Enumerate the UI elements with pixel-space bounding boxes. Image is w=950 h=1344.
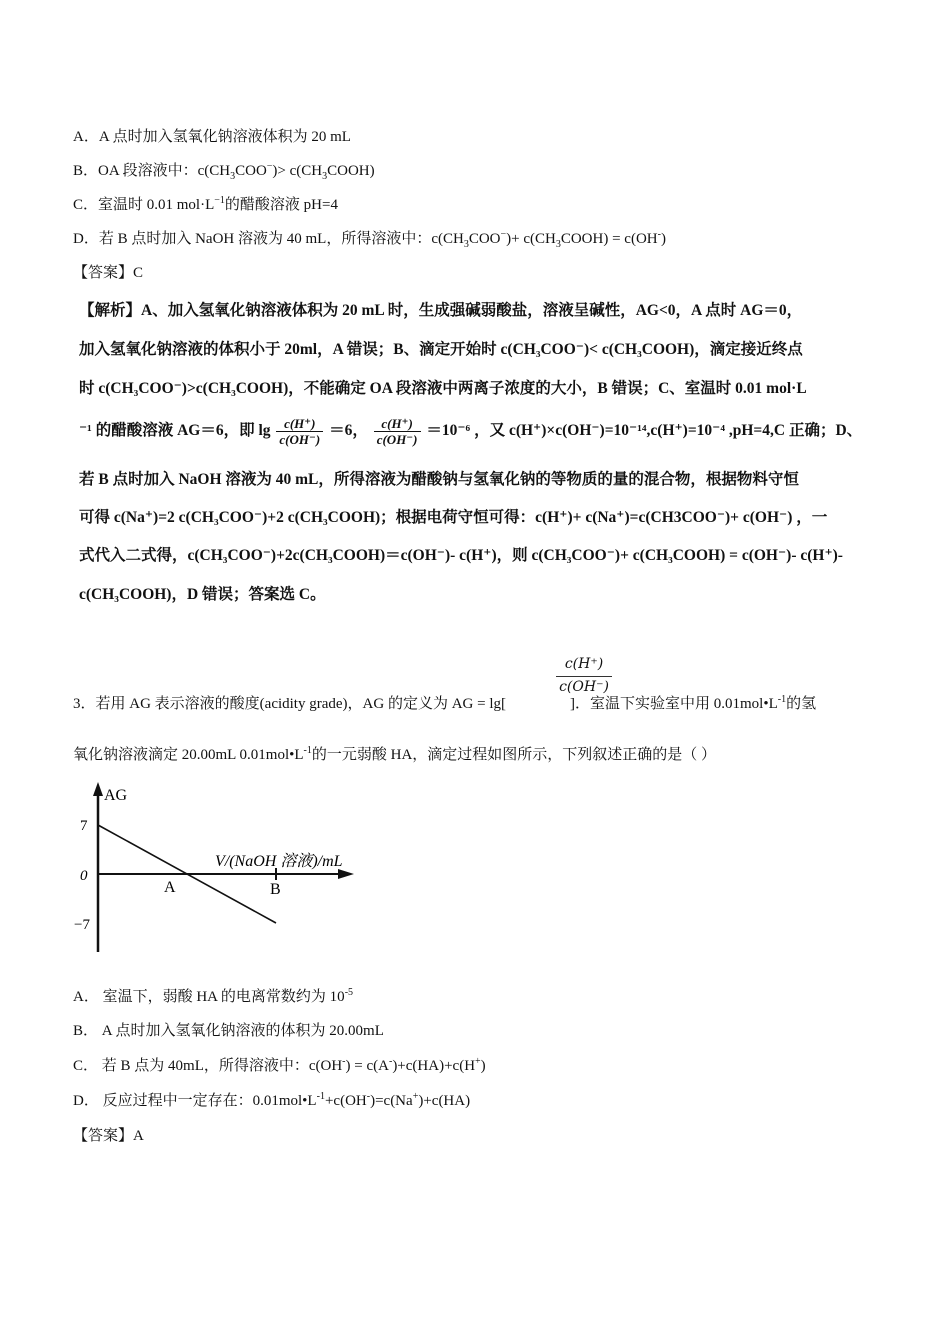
answer-prev: 【答案】C: [73, 265, 144, 281]
x-axis-label: V/(NaOH 溶液)/mL: [215, 853, 343, 870]
explanation-line-4: ⁻¹ 的醋酸溶液 AG＝6，即 lg $\frac{c(H^+)}{c(OH^-)}$ ＝6， $\frac{c(H^+)}{c(OH^-)}$ ＝10⁻⁶ ，又 c(H⁺)×c(OH⁻)=10⁻¹⁴,c(H⁺)=10⁻⁴ ,pH=4,C 正确；D、: [79, 416, 863, 447]
y-axis-arrow-icon: [93, 782, 103, 796]
y-tick-neg7: −7: [74, 917, 90, 933]
point-a-label: A: [164, 879, 176, 896]
explanation-line-2: 加入氢氧化钠溶液的体积小于 20ml，A 错误；B、滴定开始时 c(CH₃COO⁻)< c(CH₃COOH)，滴定接近终点: [79, 341, 803, 358]
option-c: C．室温时 0.01 $mol\cdot L^{-1}$的醋酸溶液 pH=4: [73, 195, 338, 213]
ag-titration-chart: [70, 776, 390, 956]
fraction-h-oh-2: $\frac{c(H^+)}{c(OH^-)}$: [374, 416, 421, 447]
option-d: D．若 B 点时加入 NaOH 溶液为 40 mL，所得溶液中：$c(CH_3COO^-)+$ $c(CH_3COOH) = c(OH^-)$: [73, 229, 666, 250]
question3-line-1: 3．若用 AG 表示溶液的酸度(acidity grade)，AG 的定义为 AG = lg[ ]．室温下实验室中用 $0.01mol•L^{-1}$的氢: [73, 694, 817, 712]
explanation-line-5: 若 B 点时加入 NaOH 溶液为 40 mL，所得溶液为醋酸钠与氢氧化钠的等物质的量的混合物，根据物料守恒: [79, 471, 799, 488]
explanation-line-3: 时 c(CH₃COO⁻)>c(CH₃COOH)，不能确定 OA 段溶液中两离子浓度的大小，B 错误；C、室温时 0.01 mol·L: [79, 380, 807, 397]
explanation-line-7: 式代入二式得，c(CH₃COO⁻)+2c(CH₃COOH)＝c(OH⁻)- c(H⁺)，则 c(CH₃COO⁻)+ c(CH₃COOH) = c(OH⁻)- c(H⁺)-: [79, 547, 843, 564]
y-axis-label: AG: [104, 787, 128, 804]
q3-option-b: B． A 点时加入氢氧化钠溶液的体积为 20.00mL: [73, 1023, 384, 1039]
q3-option-c: C． 若 B 点为 40mL，所得溶液中：c(OH-) = c(A-)+c(HA)+c(H+): [73, 1056, 486, 1074]
explanation-line-6: 可得 c(Na⁺)=2 c(CH₃COO⁻)+2 c(CH₃COOH)；根据电荷守恒可得：c(H⁺)+ c(Na⁺)=c(CH3COO⁻)+ c(OH⁻) ，一: [79, 509, 828, 526]
y-tick-7: 7: [80, 818, 88, 834]
y-tick-0: 0: [80, 868, 88, 884]
answer-q3: 【答案】A: [73, 1128, 144, 1144]
ag-definition-fraction: $\frac{c(H^+)}{c(OH^-)}$: [556, 656, 612, 695]
explanation-line-1: 【解析】A、加入氢氧化钠溶液体积为 20 mL 时，生成强碱弱酸盐，溶液呈碱性，AG<0，A 点时 AG＝0，: [79, 302, 803, 319]
fraction-h-oh-1: $\frac{c(H^+)}{c(OH^-)}$: [276, 416, 323, 447]
explanation-line-8: c(CH₃COOH)，D 错误；答案选 C。: [79, 586, 326, 603]
x-axis-arrow-icon: [338, 869, 354, 879]
option-a: A．A 点时加入氢氧化钠溶液体积为 20 mL: [73, 129, 351, 145]
question3-line-2: 氧化钠溶液滴定 20.00mL $0.01mol•L^{-1}$的一元弱酸 HA，滴定过程如图所示，下列叙述正确的是（ ）: [73, 745, 717, 763]
point-b-label: B: [270, 881, 281, 898]
q3-option-d: D． 反应过程中一定存在：$0.01mol•L^{-1}+c(OH^-)=c(Na^+)+c(HA)$: [73, 1091, 471, 1109]
option-b: B．OA 段溶液中：$c(CH_3COO^-)>$ $c(CH_3COOH)$: [73, 161, 375, 182]
q3-option-a: A． 室温下，弱酸 HA 的电离常数约为 $10^{-5}$: [73, 987, 354, 1005]
